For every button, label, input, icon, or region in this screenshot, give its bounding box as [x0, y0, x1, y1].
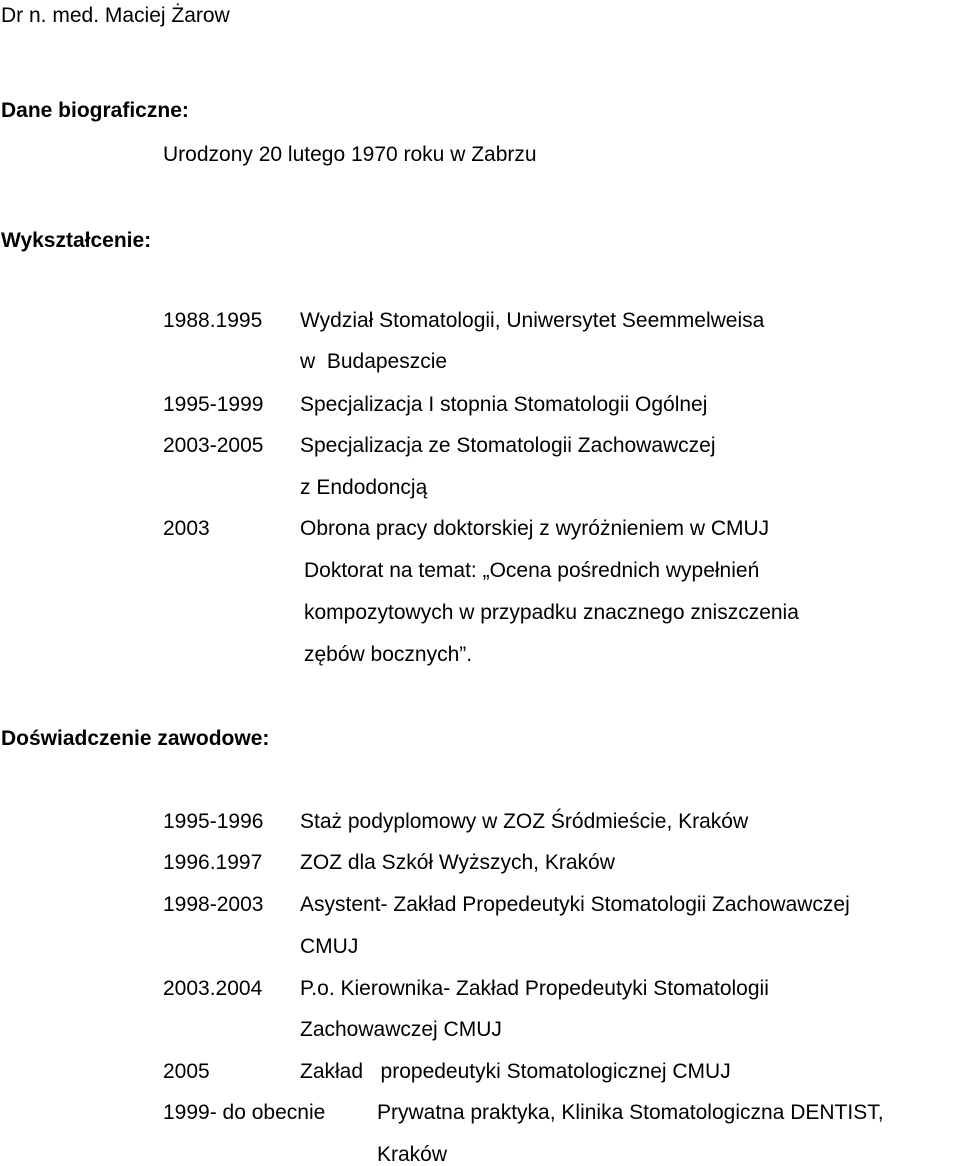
- experience-text: Zachowawczej CMUJ: [300, 1018, 502, 1041]
- education-heading: Wykształcenie:: [1, 229, 152, 252]
- education-year: 1988.1995: [163, 309, 263, 332]
- experience-text: Zakład propedeutyki Stomatologicznej CMUJ: [300, 1060, 731, 1083]
- experience-year: 1995-1996: [163, 810, 264, 833]
- experience-year: 2005: [163, 1060, 210, 1083]
- experience-text: Kraków: [377, 1143, 448, 1166]
- education-year: 2003: [163, 517, 210, 540]
- experience-text: CMUJ: [300, 935, 359, 958]
- experience-text: Staż podyplomowy w ZOZ Śródmieście, Kraków: [300, 810, 749, 833]
- document-title: Dr n. med. Maciej Żarow: [1, 4, 230, 27]
- education-text: zębów bocznych”.: [304, 643, 473, 666]
- experience-text: ZOZ dla Szkół Wyższych, Kraków: [300, 851, 615, 874]
- experience-year: 1998-2003: [163, 893, 264, 916]
- education-text: w Budapeszcie: [300, 350, 448, 373]
- experience-text: P.o. Kierownika- Zakład Propedeutyki Stomatologii: [300, 977, 769, 1000]
- bio-born: Urodzony 20 lutego 1970 roku w Zabrzu: [163, 143, 537, 166]
- education-text: Wydział Stomatologii, Uniwersytet Seemmelweisa: [300, 309, 765, 332]
- education-text: Specjalizacja I stopnia Stomatologii Ogólnej: [300, 393, 708, 416]
- experience-year: 1996.1997: [163, 851, 263, 874]
- education-year: 2003-2005: [163, 434, 264, 457]
- experience-text: Asystent- Zakład Propedeutyki Stomatologii Zachowawczej: [300, 893, 850, 916]
- bio-heading: Dane biograficzne:: [1, 99, 189, 122]
- education-year: 1995-1999: [163, 393, 264, 416]
- experience-year: 1999- do obecnie: [163, 1101, 326, 1124]
- education-text: Doktorat na temat: „Ocena pośrednich wypełnień: [304, 559, 760, 582]
- education-text: Obrona pracy doktorskiej z wyróżnieniem w CMUJ: [300, 517, 770, 540]
- experience-year: 2003.2004: [163, 977, 263, 1000]
- education-text: z Endodoncją: [300, 476, 428, 499]
- experience-text: Prywatna praktyka, Klinika Stomatologiczna DENTIST,: [377, 1101, 884, 1124]
- education-text: Specjalizacja ze Stomatologii Zachowawczej: [300, 434, 716, 457]
- experience-heading: Doświadczenie zawodowe:: [1, 727, 270, 750]
- education-text: kompozytowych w przypadku znacznego zniszczenia: [304, 601, 799, 624]
